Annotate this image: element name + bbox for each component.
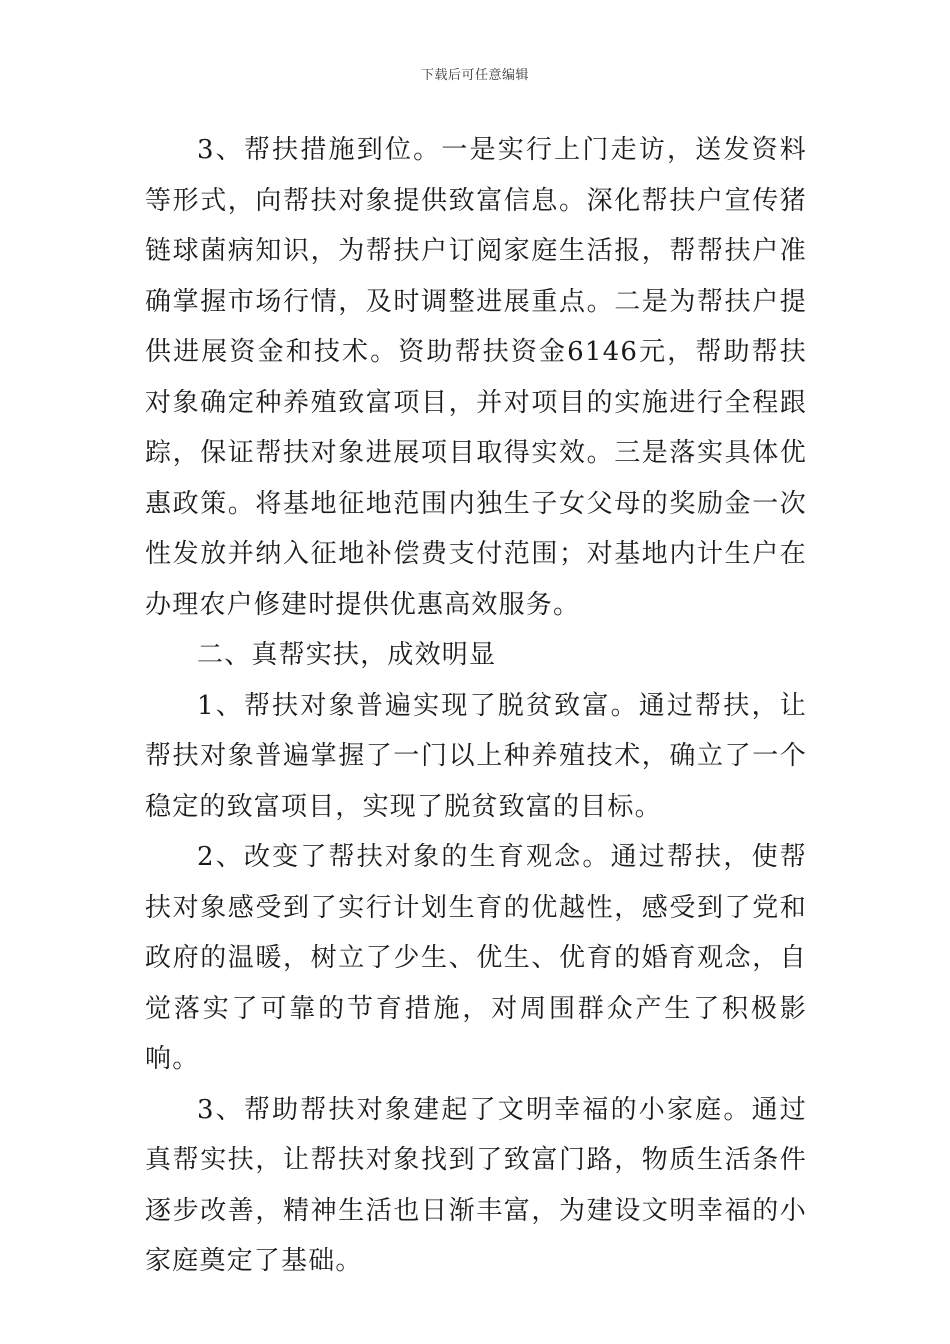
paragraph-result-2: 2、改变了帮扶对象的生育观念。通过帮扶，使帮扶对象感受到了实行计划生育的优越性，感受到了党和政府的温暖，树立了少生、优生、优育的婚育观念，自觉落实了可靠的节育措施，对周围群众产生了积极影响。	[145, 842, 807, 1074]
paragraph-result-1: 1、帮扶对象普遍实现了脱贫致富。通过帮扶，让帮扶对象普遍掌握了一门以上种养殖技术，确立了一个稳定的致富项目，实现了脱贫致富的目标。	[145, 690, 807, 822]
paragraph-measures: 3、帮扶措施到位。一是实行上门走访，送发资料等形式，向帮扶对象提供致富信息。深化帮扶户宣传猪链球菌病知识，为帮扶户订阅家庭生活报，帮帮扶户准确掌握市场行情，及时调整进展重点。二是为帮扶户提供进展资金和技术。资助帮扶资金6146元，帮助帮扶对象确定种养殖致富项目，并对项目的实施进行全程跟踪，保证帮扶对象进展项目取得实效。三是落实具体优惠政策。将基地征地范围内独生子女父母的奖励金一次性发放并纳入征地补偿费支付范围；对基地内计生户在办理农户修建时提供优惠高效服务。	[145, 135, 807, 620]
header-note: 下载后可任意编辑	[420, 68, 529, 83]
paragraph-result-3: 3、帮助帮扶对象建起了文明幸福的小家庭。通过真帮实扶，让帮扶对象找到了致富门路，物质生活条件逐步改善，精神生活也日渐丰富，为建设文明幸福的小家庭奠定了基础。	[145, 1094, 807, 1276]
document-body	[145, 125, 807, 1287]
section-heading: 二、真帮实扶，成效明显	[197, 640, 497, 670]
